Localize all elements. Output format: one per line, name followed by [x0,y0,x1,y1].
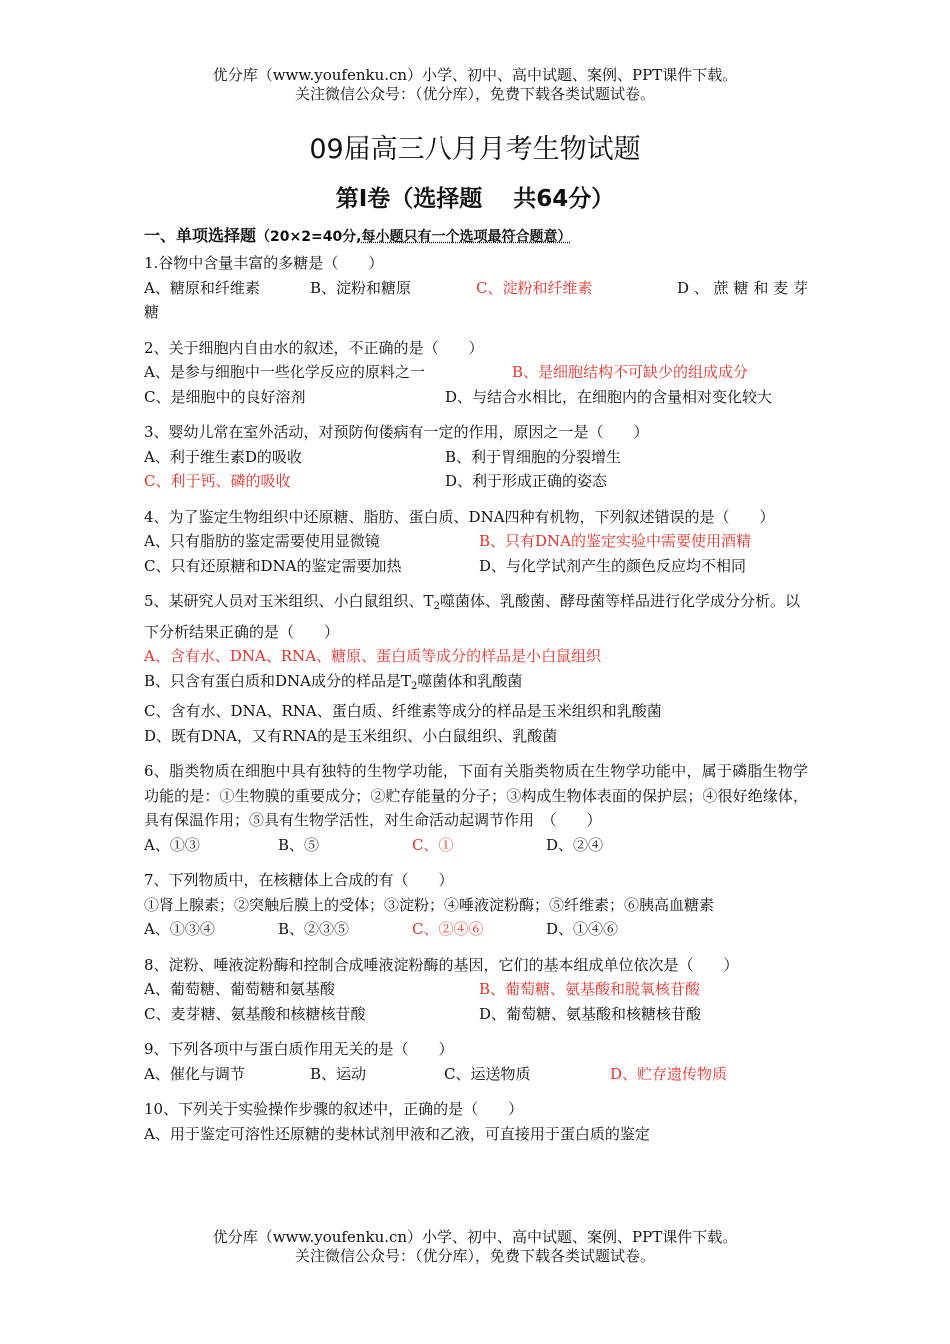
option-b: B、利于胃细胞的分裂增生 [445,447,622,466]
option-a: A、是参与细胞中一些化学反应的原料之一 [144,363,425,381]
option-d: D、葡萄糖、氨基酸和核糖核苷酸 [479,1004,702,1023]
question-6 [144,759,808,857]
question-stem: 9、下列各项中与蛋白质作用无关的是（ ） [144,1040,454,1058]
option-c: C、只有还原糖和DNA的鉴定需要加热 [144,556,402,575]
question-stem: 4、为了鉴定生物组织中还原糖、脂肪、蛋白质、DNA四种有机物，下列叙述错误的是（ ） [144,507,775,526]
section-title: 一、单项选择题 [144,226,257,245]
option-b-answer: B、只有DNA的鉴定实验中需要使用酒精 [479,532,752,550]
option-part: B、只含有蛋白质和DNA成分的样品是T [144,671,412,690]
option-a: A、糖原和纤维素 [144,278,260,297]
option-a: A、①③④ [144,920,215,938]
question-stem: 7、下列物质中，在核糖体上合成的有（ ） [144,871,454,889]
option-c-answer: C、②④⑥ [412,920,484,938]
options-row [144,1002,808,1027]
question-stem: 6、脂类物质在细胞中具有独特的生物学功能，下面有关脂类物质在生物学功能中，属于磷脂生物学功能的是：①生物膜的重要成分；②贮存能量的分子；③构成生物体表面的保护层；④很好绝缘体，具有保温作用；⑤具有生物学活性，对生命活动起调节作用 （ ） [144,762,808,829]
option-b [144,669,808,700]
subscript: 2 [411,680,418,692]
question-stem: 10、下列关于实验操作步骤的叙述中，正确的是（ ） [144,1100,524,1118]
question-5 [144,589,808,748]
question-7 [144,868,808,942]
question-8 [144,953,808,1027]
option-c: C、是细胞中的良好溶剂 [144,387,306,406]
question-list [144,224,808,1157]
option-d: D、①④⑥ [546,920,619,938]
footer-line-1: 优分库（www.youfenku.cn）小学、初中、高中试题、案例、PPT课件下载。 [212,1228,738,1246]
options-row [144,276,808,301]
question-stem: 2、关于细胞内自由水的叙述，不正确的是（ ） [144,338,484,357]
option-c-answer: C、淀粉和纤维素 [476,278,593,297]
page-header [0,66,950,104]
question-2 [144,336,808,410]
options-row [144,554,808,579]
exam-title: 09届高三八月月考生物试题 [309,134,641,165]
option-d: D、既有DNA，又有RNA的是玉米组织、小白鼠组织、乳酸菌 [144,726,558,745]
options-row [144,977,808,1002]
option-d: D、与化学试剂产生的颜色反应均不相同 [479,556,747,575]
option-d: D、与结合水相比，在细胞内的含量相对变化较大 [445,387,773,406]
question-4 [144,505,808,579]
stem-part: 噬菌体、乳酸菌、酵母菌等样品进行化学成分分析。以下分析结果正确的是（ ） [144,592,800,641]
question-items: ①肾上腺素；②突触后膜上的受体；③淀粉；④唾液淀粉酶；⑤纤维素；⑥胰高血糖素 [144,895,715,914]
options-row [144,385,808,410]
question-1 [144,251,808,325]
option-c: C、运送物质 [444,1064,531,1083]
exam-subtitle: 第Ⅰ卷（选择题 共64分） [335,186,615,212]
question-stem: 3、婴幼儿常在室外活动，对预防佝偻病有一定的作用，原因之一是（ ） [144,423,649,441]
option-c-answer: C、① [412,835,454,854]
option-b: B、②③⑤ [278,920,350,938]
question-9 [144,1037,808,1086]
section-note-b: 每小题只有一个选项最符合题意） [361,229,572,245]
page-footer [0,1228,950,1266]
option-b: B、淀粉和糖原 [310,278,412,297]
question-10 [144,1097,808,1146]
option-c: C、含有水、DNA、RNA、蛋白质、纤维素等成分的样品是玉米组织和乳酸菌 [144,702,662,720]
option-b: B、⑤ [278,835,320,854]
option-a: A、只有脂肪的鉴定需要使用显微镜 [144,532,380,550]
question-3 [144,420,808,494]
option-part: 噬菌体和乳酸菌 [417,671,523,690]
option-c-answer: C、利于钙、磷的吸收 [144,472,291,490]
options-row [144,917,808,942]
subscript: 2 [433,601,440,612]
option-a-answer: A、含有水、DNA、RNA、糖原、蛋白质等成分的样品是小白鼠组织 [144,647,602,665]
question-stem: 8、淀粉、唾液淀粉酶和控制合成唾液淀粉酶的基因，它们的基本组成单位依次是（ ） [144,955,739,974]
option-d: D、利于形成正确的姿态 [445,472,608,490]
section-note-a: （20×2=40分, [256,229,362,245]
option-d-part: D、蔗糖和麦芽 [677,278,808,297]
option-a: A、利于维生素D的吸收 [144,447,302,466]
option-a: A、用于鉴定可溶性还原糖的斐林试剂甲液和乙液，可直接用于蛋白质的鉴定 [144,1124,650,1143]
footer-line-2: 关注微信公众号：（优分库），免费下载各类试题试卷。 [294,1247,655,1265]
option-a: A、①③ [144,835,200,854]
option-b-answer: B、葡萄糖、氨基酸和脱氧核苷酸 [479,980,701,998]
options-row [144,445,808,470]
section-heading [144,224,808,249]
option-a: A、催化与调节 [144,1064,245,1083]
option-d-answer: D、贮存遗传物质 [610,1064,728,1083]
options-row [144,469,808,494]
question-stem: 1.谷物中含量丰富的多糖是（ ） [144,254,384,272]
options-row [144,1062,808,1087]
option-c: C、麦芽糖、氨基酸和核糖核苷酸 [144,1004,366,1023]
options-row [144,833,808,858]
question-stem [144,589,808,644]
option-b: B、运动 [310,1064,367,1083]
options-row [144,360,808,385]
option-d-wrap: 糖 [144,303,160,321]
option-a: A、葡萄糖、葡萄糖和氨基酸 [144,980,335,998]
options-row [144,529,808,554]
header-line-2: 关注微信公众号：（优分库），免费下载各类试题试卷。 [294,85,655,103]
option-d: D、②④ [546,835,604,854]
stem-part: 5、某研究人员对玉米组织、小白鼠组织、T [144,592,434,610]
header-line-1: 优分库（www.youfenku.cn）小学、初中、高中试题、案例、PPT课件下载。 [212,66,738,84]
option-b-answer: B、是细胞结构不可缺少的组成成分 [512,363,749,381]
